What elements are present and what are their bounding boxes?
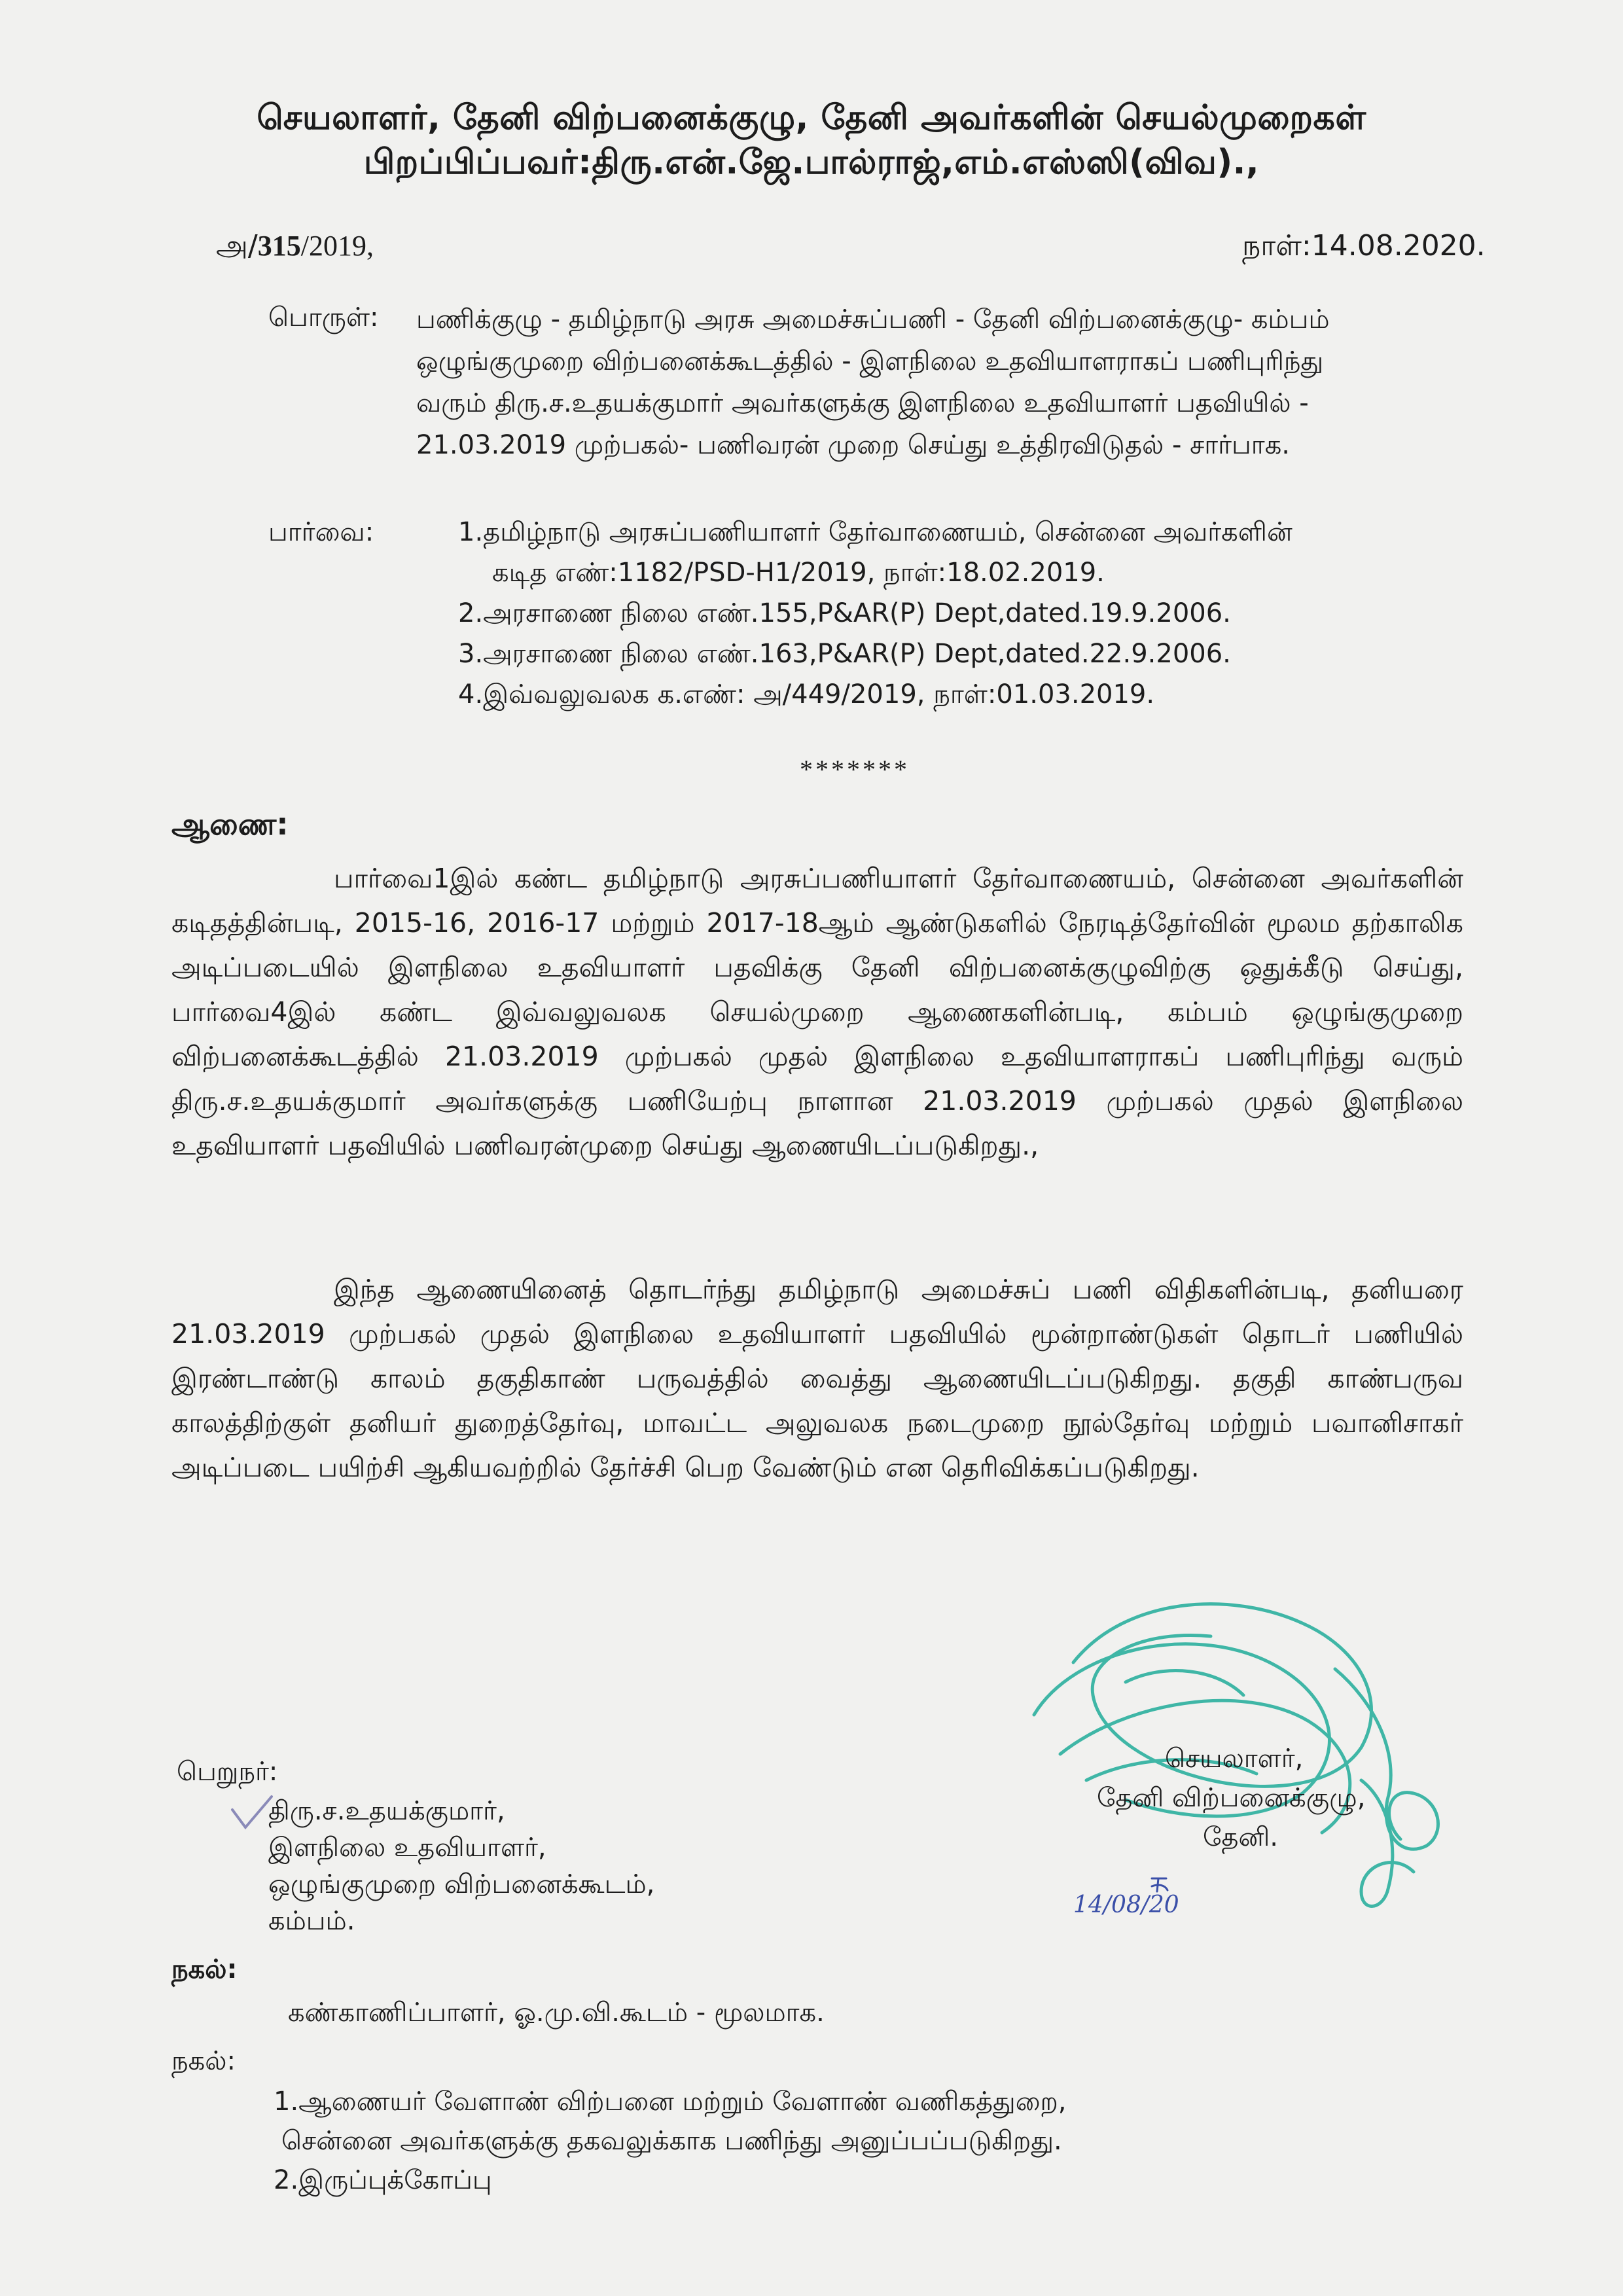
signatory-place: தேனி. xyxy=(1203,1822,1279,1852)
reference-number-value: 315 xyxy=(257,230,301,262)
copy-label: நகல்: xyxy=(171,2046,236,2076)
copy-line: 1.ஆணையர் வேளாண் விற்பனை மற்றும் வேளாண் வணிகத்துறை, xyxy=(274,2087,1067,2117)
recipient-line: கம்பம். xyxy=(268,1906,355,1936)
paragraph-line: காலத்திற்குள் தனியர் துறைத்தேர்வு, மாவட்ட அலுவலக நடைமுறை நூல்தேர்வு மற்றும் பவானிசாகர் xyxy=(171,1407,1463,1439)
copy-line: 2.இருப்புக்கோப்பு xyxy=(274,2165,492,2195)
reference-number xyxy=(216,229,374,266)
order-heading: ஆணை: xyxy=(171,806,289,842)
subject-text xyxy=(416,298,1463,466)
paragraph-line: இந்த ஆணையினைத் தொடர்ந்து தமிழ்நாடு அமைச்சுப் பணி விதிகளின்படி, தனியரை xyxy=(334,1274,1463,1305)
reference-item: கடித எண்:1182/PSD-H1/2019, நாள்:18.02.2019. xyxy=(492,558,1105,588)
copy-line: கண்காணிப்பாளர், ஓ.மு.வி.கூடம் - மூலமாக. xyxy=(288,1998,825,2028)
handwritten-date: 14/08/20 xyxy=(1073,1892,1179,1918)
issuer-line: பிறப்பிப்பவர்:திரு.என்.ஜே.பால்ராஜ்,எம்.எஸ்ஸி(விவ)., xyxy=(363,143,1260,182)
order-paragraph-1 xyxy=(171,856,1463,1168)
subject-line: ஒழுங்குமுறை விற்பனைக்கூடத்தில் - இளநிலை உதவியாளராகப் பணிபுரிந்து xyxy=(416,346,1324,376)
paragraph-line: 21.03.2019 முற்பகல் முதல் இளநிலை உதவியாளர் பதவியில் மூன்றாண்டுகள் தொடர் பணியில் xyxy=(171,1318,1463,1350)
paragraph-line: கடிதத்தின்படி, 2015-16, 2016-17 மற்றும் 2017-18ஆம் ஆண்டுகளில் நேரடித்தேர்வின் மூலம தற்காலிக xyxy=(171,907,1463,939)
document-date: நாள்:14.08.2020. xyxy=(1242,229,1486,262)
document-title: செயலாளர், தேனி விற்பனைக்குழு, தேனி அவர்களின் செயல்முறைகள் xyxy=(257,98,1366,137)
order-paragraph-2 xyxy=(171,1267,1463,1490)
reference-year: /2019, xyxy=(300,230,374,262)
subject-line: 21.03.2019 முற்பகல்- பணிவரன் முறை செய்து உத்திரவிடுதல் - சார்பாக. xyxy=(416,430,1290,460)
paragraph-line: அடிப்படையில் இளநிலை உதவியாளர் பதவிக்கு தேனி விற்பனைக்குழுவிற்கு ஒதுக்கீடு செய்து, xyxy=(171,952,1463,983)
paragraph-line: திரு.ச.உதயக்குமார் அவர்களுக்கு பணியேற்பு நாளான 21.03.2019 முற்பகல் முதல் இளநிலை xyxy=(171,1085,1463,1117)
recipient-line: ஒழுங்குமுறை விற்பனைக்கூடம், xyxy=(268,1869,655,1899)
recipient-line: திரு.ச.உதயக்குமார், xyxy=(268,1796,505,1826)
subject-line: பணிக்குழு - தமிழ்நாடு அரசு அமைச்சுப்பணி - தேனி விற்பனைக்குழு- கம்பம் xyxy=(416,304,1330,334)
references-label: பார்வை: xyxy=(268,517,374,547)
recipient-line: இளநிலை உதவியாளர், xyxy=(268,1833,546,1863)
subject-line: வரும் திரு.ச.உதயக்குமார் அவர்களுக்கு இளநிலை உதவியாளர் பதவியில் - xyxy=(416,388,1309,418)
recipient-label: பெறுநர்: xyxy=(177,1757,278,1787)
paragraph-line: இரண்டாண்டு காலம் தகுதிகாண் பருவத்தில் வைத்து ஆணையிடப்படுகிறது. தகுதி காண்பருவ xyxy=(171,1363,1463,1394)
reference-item: 1.தமிழ்நாடு அரசுப்பணியாளர் தேர்வாணையம், சென்னை அவர்களின் xyxy=(458,517,1293,547)
paragraph-line: விற்பனைக்கூடத்தில் 21.03.2019 முற்பகல் முதல் இளநிலை உதவியாளராகப் பணிபுரிந்து வரும் xyxy=(171,1041,1463,1072)
copy-label: நகல்: xyxy=(171,1954,238,1984)
reference-item: 4.இவ்வலுவலக க.எண்: அ/449/2019, நாள்:01.03.2019. xyxy=(458,679,1155,709)
reference-item: 3.அரசாணை நிலை எண்.163,P&AR(P) Dept,dated.22.9.2006. xyxy=(458,639,1231,669)
paragraph-line: உதவியாளர் பதவியில் பணிவரன்முறை செய்து ஆணையிடப்படுகிறது., xyxy=(171,1130,1039,1161)
reference-prefix: அ/ xyxy=(216,229,258,262)
copy-line: சென்னை அவர்களுக்கு தகவலுக்காக பணிந்து அனுப்பப்படுகிறது. xyxy=(281,2126,1062,2156)
signatory-office: தேனி விற்பனைக்குழு, xyxy=(1097,1783,1366,1813)
subject-label: பொருள்: xyxy=(268,302,379,332)
paragraph-line: பார்வை4இல் கண்ட இவ்வலுவலக செயல்முறை ஆணைகளின்படி, கம்பம் ஒழுங்குமுறை xyxy=(171,996,1463,1028)
paragraph-line: அடிப்படை பயிற்சி ஆகியவற்றில் தேர்ச்சி பெற வேண்டும் என தெரிவிக்கப்படுகிறது. xyxy=(171,1452,1200,1483)
separator-asterisks: ******* xyxy=(800,755,910,784)
signatory-title: செயலாளர், xyxy=(1165,1744,1304,1774)
paragraph-line: பார்வை1இல் கண்ட தமிழ்நாடு அரசுப்பணியாளர் தேர்வாணையம், சென்னை அவர்களின் xyxy=(334,863,1463,894)
reference-item: 2.அரசாணை நிலை எண்.155,P&AR(P) Dept,dated.19.9.2006. xyxy=(458,598,1231,628)
